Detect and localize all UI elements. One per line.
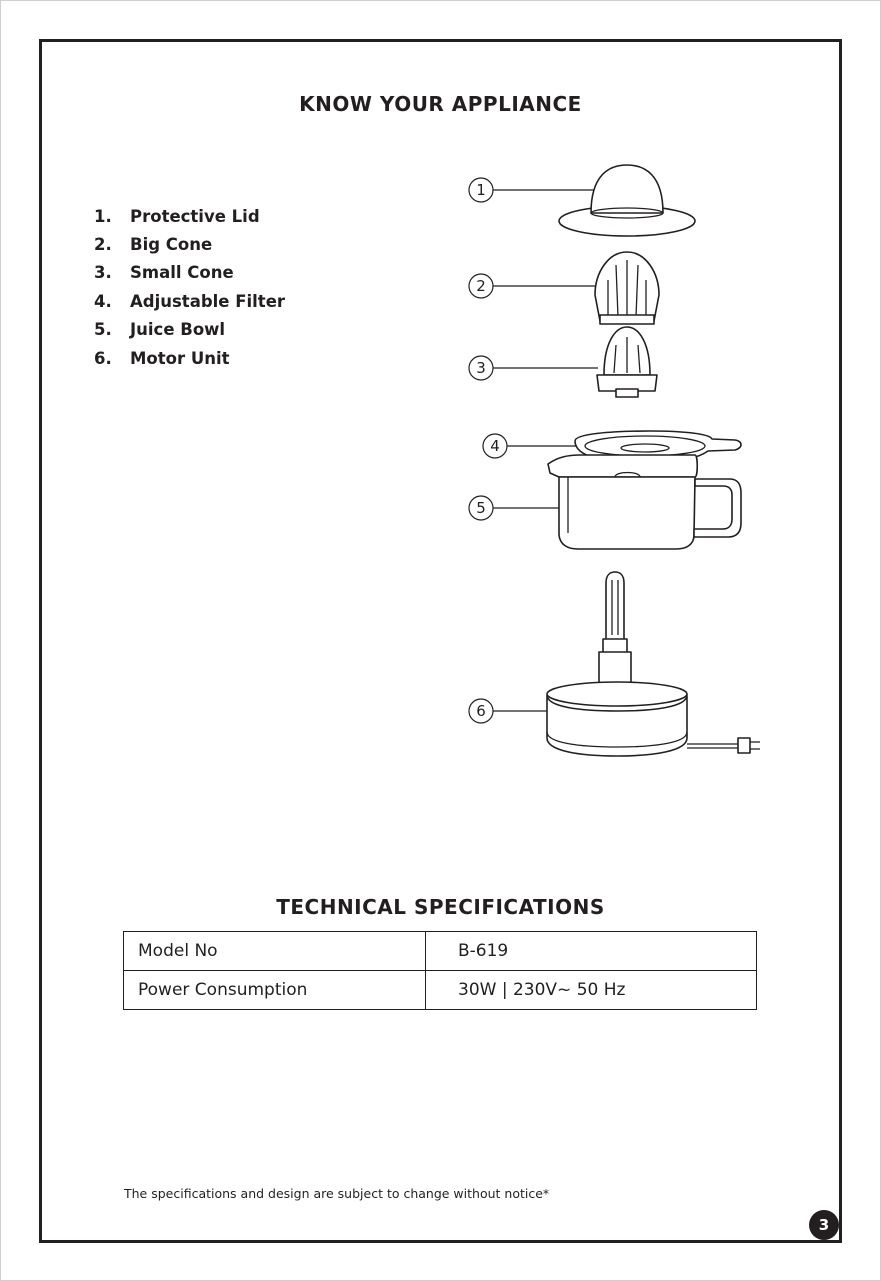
spec-value: B-619 xyxy=(426,932,757,971)
list-item xyxy=(94,287,285,315)
list-item-number: 6. xyxy=(94,348,112,368)
small-cone-drawing xyxy=(597,327,657,397)
svg-text:1: 1 xyxy=(476,181,486,199)
motor-unit-drawing xyxy=(547,572,760,756)
svg-text:5: 5 xyxy=(476,499,486,517)
callout-6 xyxy=(469,699,547,723)
list-item-label: Adjustable Filter xyxy=(130,291,286,311)
list-item-label: Protective Lid xyxy=(130,206,260,226)
callout-5 xyxy=(469,496,559,520)
svg-text:3: 3 xyxy=(476,359,486,377)
protective-lid-drawing xyxy=(559,165,695,236)
juice-bowl-drawing xyxy=(548,455,741,549)
specs-title: TECHNICAL SPECIFICATIONS xyxy=(276,895,605,919)
list-item-number: 2. xyxy=(94,235,112,255)
list-item-label: Big Cone xyxy=(130,235,213,255)
parts-list xyxy=(94,202,285,372)
spec-value: 30W | 230V~ 50 Hz xyxy=(426,971,757,1010)
list-item-number: 3. xyxy=(94,263,112,283)
list-item-label: Small Cone xyxy=(130,263,234,283)
specs-table xyxy=(123,931,757,1010)
callout-2 xyxy=(469,274,596,298)
callout-1 xyxy=(469,178,594,202)
svg-text:4: 4 xyxy=(490,437,500,455)
big-cone-drawing xyxy=(595,252,659,324)
callout-4 xyxy=(483,434,577,458)
list-item-label: Juice Bowl xyxy=(130,320,226,340)
list-item-number: 4. xyxy=(94,291,112,311)
table-row xyxy=(124,932,757,971)
list-item xyxy=(94,202,285,230)
list-item xyxy=(94,344,285,372)
disclaimer-note: The specifications and design are subject to change without notice* xyxy=(124,1186,550,1201)
spec-label: Model No xyxy=(124,932,426,971)
list-item-label: Motor Unit xyxy=(130,348,230,368)
list-item xyxy=(94,230,285,258)
callout-3 xyxy=(469,356,598,380)
spec-label: Power Consumption xyxy=(124,971,426,1010)
page-number-badge: 3 xyxy=(809,1210,839,1240)
page-title: KNOW YOUR APPLIANCE xyxy=(299,92,582,116)
list-item xyxy=(94,316,285,344)
exploded-view-diagram xyxy=(440,155,780,770)
table-row xyxy=(124,971,757,1010)
list-item-number: 5. xyxy=(94,320,112,340)
list-item xyxy=(94,259,285,287)
svg-text:6: 6 xyxy=(476,702,486,720)
list-item-number: 1. xyxy=(94,206,112,226)
svg-text:2: 2 xyxy=(476,277,486,295)
